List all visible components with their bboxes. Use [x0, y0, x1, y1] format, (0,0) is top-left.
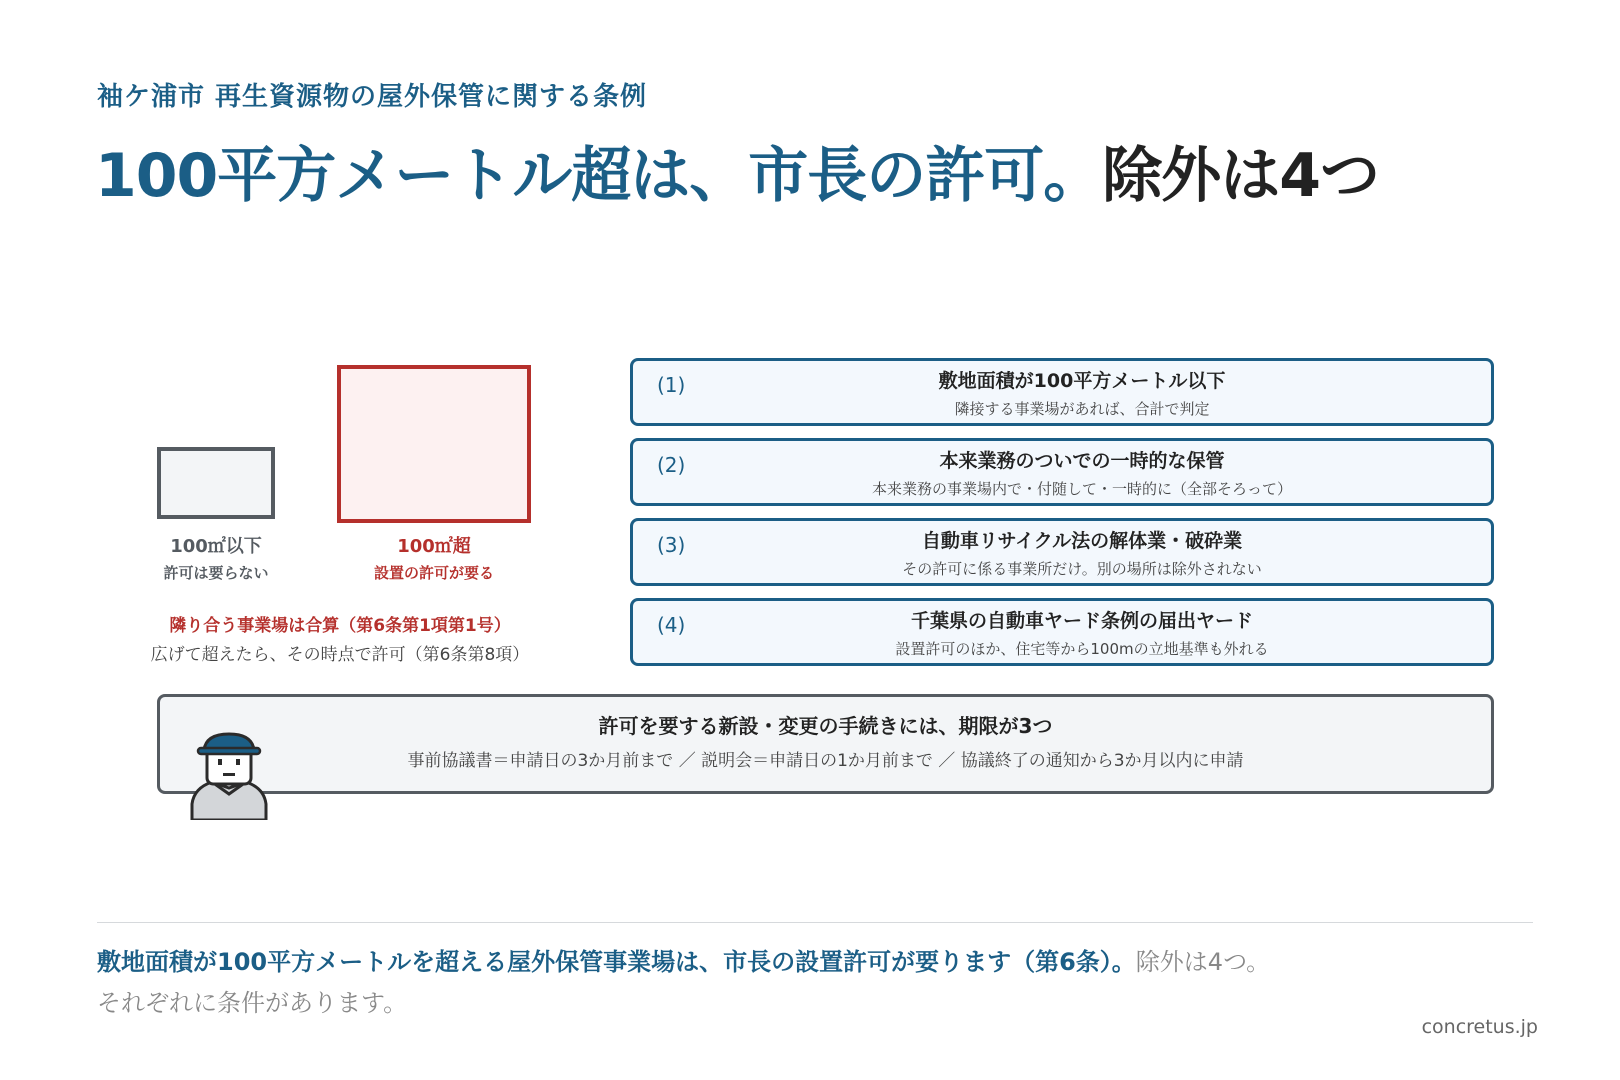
- exemption-sub: その許可に係る事業所だけ。別の場所は除外されない: [902, 560, 1262, 578]
- exemption-number: (1): [657, 373, 686, 397]
- procedure-title: 許可を要する新設・変更の手続きには、期限が3つ: [598, 714, 1053, 738]
- headline-part1: 100平方メートル超は、市長の許可。: [95, 141, 1103, 211]
- area-large-box: [337, 365, 531, 523]
- expansion-note: 広げて超えたら、その時点で許可（第6条第8項）: [150, 645, 530, 665]
- exemption-card-1: [630, 358, 1494, 426]
- eyebrow: 袖ケ浦市 再生資源物の屋外保管に関する条例: [97, 82, 648, 112]
- small-area-label: 100㎡以下: [170, 536, 262, 557]
- small-area-sub: 許可は要らない: [163, 564, 269, 582]
- summary-emphasis: 敷地面積が100平方メートルを超える屋外保管事業場は、市長の設置許可が要ります（第6条）。: [97, 948, 1136, 976]
- page-title: [95, 128, 1379, 214]
- procedure-box: [157, 694, 1494, 794]
- exemption-number: (3): [657, 533, 686, 557]
- exemption-number: (2): [657, 453, 686, 477]
- exemption-sub: 本来業務の事業場内で・付随して・一時的に（全部そろって）: [871, 480, 1292, 498]
- exemption-number: (4): [657, 613, 686, 637]
- divider: [97, 922, 1533, 923]
- exemption-title: 敷地面積が100平方メートル以下: [938, 370, 1226, 392]
- exemption-card-2: [630, 438, 1494, 506]
- person-icon: [190, 728, 268, 820]
- exemption-title: 自動車リサイクル法の解体業・破砕業: [921, 530, 1243, 552]
- adjacent-note: 隣り合う事業場は合算（第6条第1項第1号）: [169, 616, 511, 636]
- area-small-box: [157, 447, 275, 519]
- exemption-sub: 隣接する事業場があれば、合計で判定: [954, 400, 1210, 418]
- exemption-card-3: [630, 518, 1494, 586]
- headline-part2: 除外は4つ: [1102, 141, 1379, 211]
- large-area-sub: 設置の許可が要る: [373, 564, 494, 582]
- exemption-sub: 設置許可のほか、住宅等から100mの立地基準も外れる: [895, 640, 1269, 658]
- summary-rest: 除外は4つ。それぞれに条件があります。: [97, 948, 1271, 1017]
- procedure-detail: 事前協議書＝申請日の3か月前まで ／ 説明会＝申請日の1か月前まで ／ 協議終了の通知から3か月以内に申請: [407, 751, 1244, 771]
- exemption-title: 本来業務のついでの一時的な保管: [939, 450, 1225, 472]
- site-credit: concretus.jp: [1421, 1016, 1538, 1038]
- exemption-card-4: [630, 598, 1494, 666]
- large-area-label: 100㎡超: [397, 536, 471, 557]
- summary-text: [97, 942, 1277, 1024]
- exemption-title: 千葉県の自動車ヤード条例の届出ヤード: [910, 610, 1253, 632]
